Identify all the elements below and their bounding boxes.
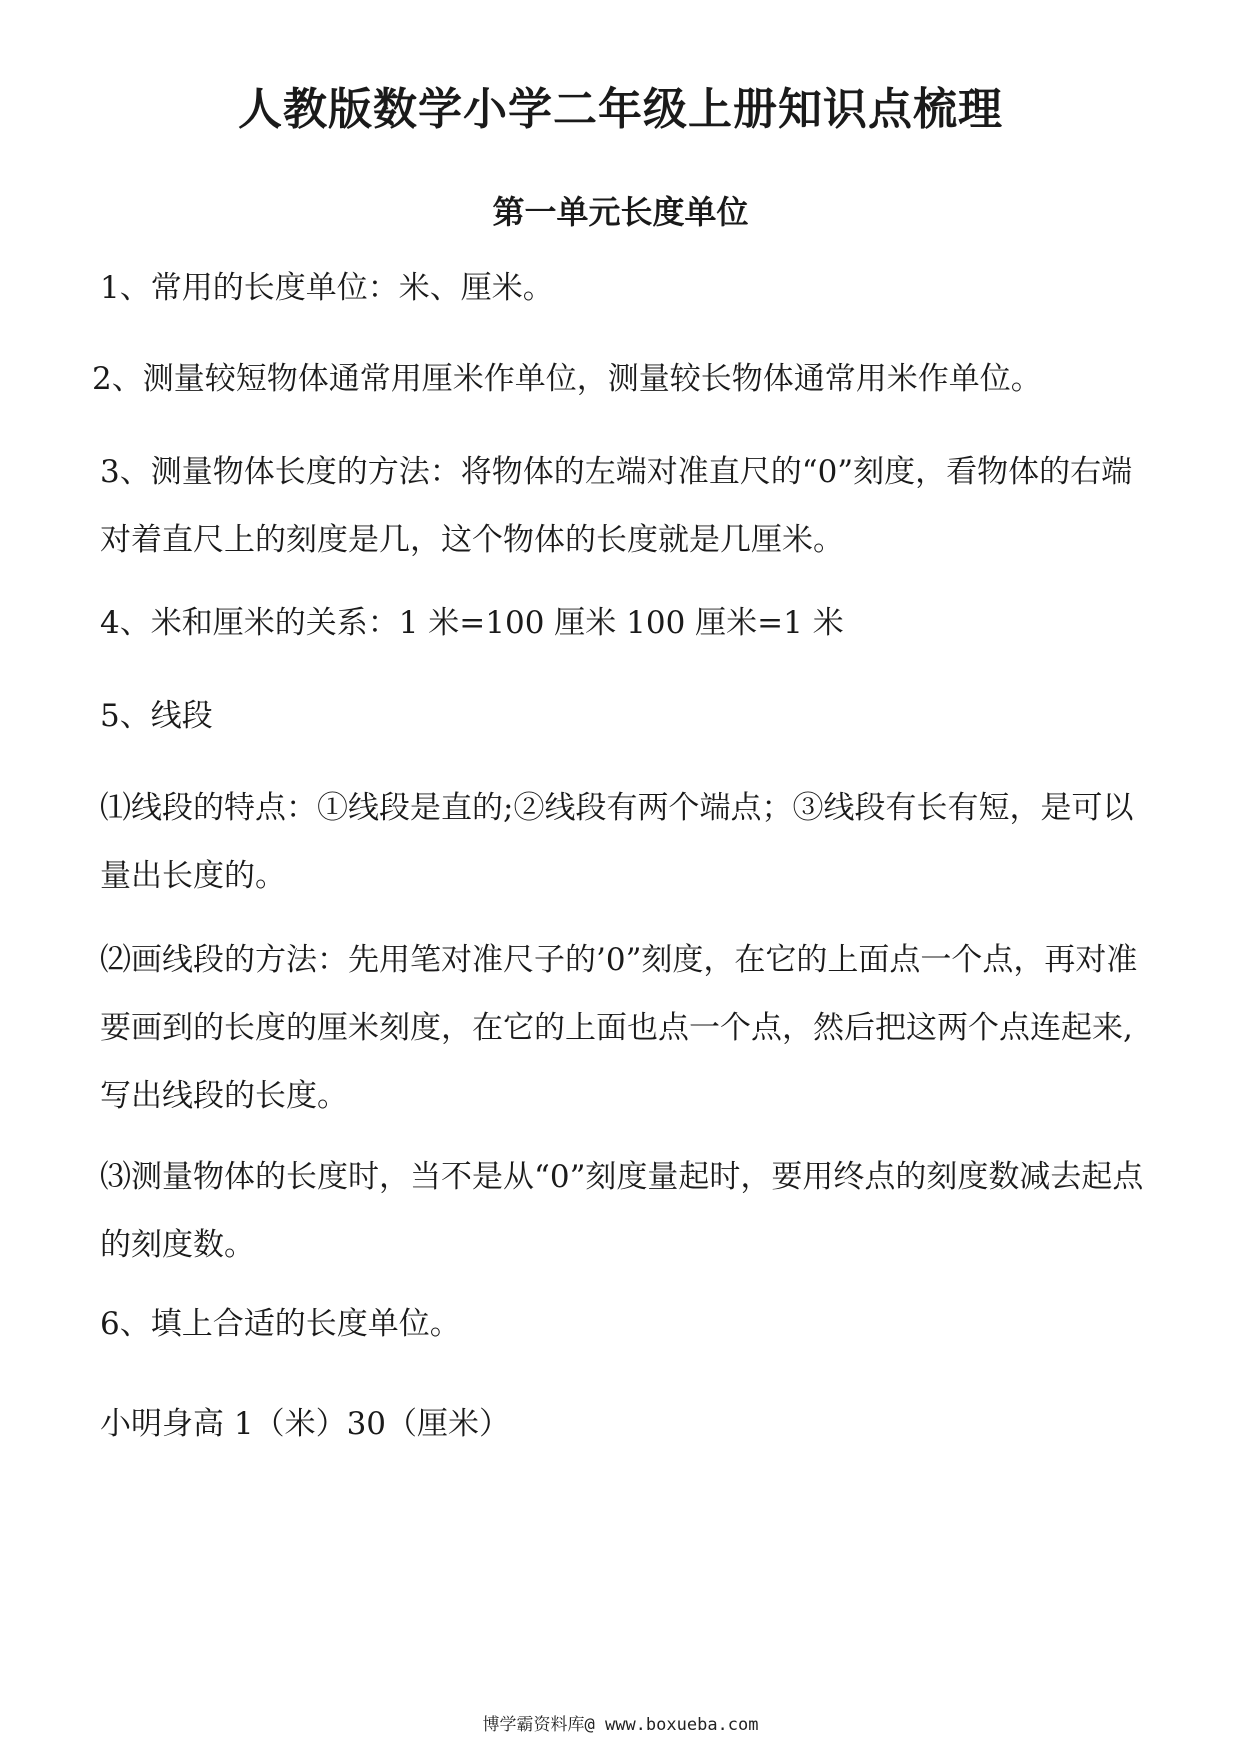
- section-title: 第一单元长度单位: [492, 193, 749, 231]
- paragraph-line: 5、线段: [100, 698, 213, 734]
- paragraph-1: [100, 254, 1185, 322]
- paragraph-2: [92, 345, 1177, 413]
- paragraph-5: [100, 682, 1185, 750]
- paragraph-line: 写出线段的长度。: [100, 1078, 348, 1114]
- paragraph-3: [100, 438, 1185, 574]
- paragraph-10: [100, 1390, 1185, 1458]
- paragraph-line: ⑶测量物体的长度时，当不是从“0”刻度量起时，要用终点的刻度数减去起点: [100, 1159, 1144, 1195]
- paragraph-line: 对着直尺上的刻度是几，这个物体的长度就是几厘米。: [100, 522, 844, 558]
- paragraph-line: 要画到的长度的厘米刻度，在它的上面也点一个点，然后把这两个点连起来,: [100, 1010, 1133, 1046]
- paragraph-line: 小明身高 1（米）30（厘米）: [100, 1406, 511, 1442]
- paragraph-line: 3、测量物体长度的方法：将物体的左端对准直尺的“0”刻度，看物体的右端: [100, 454, 1133, 490]
- document-title: 人教版数学小学二年级上册知识点梳理: [238, 84, 1003, 135]
- paragraph-6: [100, 774, 1185, 910]
- paragraph-7: [100, 926, 1185, 1130]
- paragraph-4: [100, 589, 1185, 657]
- paragraph-line: ⑵画线段的方法：先用笔对准尺子的’0”刻度，在它的上面点一个点，再对准: [100, 942, 1138, 978]
- footer-watermark: 博学霸资料库@ www.boxueba.com: [482, 1715, 759, 1735]
- paragraph-line: 6、填上合适的长度单位。: [100, 1306, 461, 1342]
- paragraph-line: 2、测量较短物体通常用厘米作单位，测量较长物体通常用米作单位。: [92, 361, 1042, 397]
- paragraph-line: 1、常用的长度单位：米、厘米。: [100, 270, 554, 306]
- paragraph-line: ⑴线段的特点：①线段是直的;②线段有两个端点；③线段有长有短，是可以: [100, 790, 1134, 826]
- paragraph-line: 4、米和厘米的关系：1 米=100 厘米 100 厘米=1 米: [100, 605, 844, 641]
- paragraph-line: 的刻度数。: [100, 1227, 255, 1263]
- paragraph-8: [100, 1143, 1185, 1279]
- paragraph-9: [100, 1290, 1185, 1358]
- paragraph-line: 量出长度的。: [100, 858, 286, 894]
